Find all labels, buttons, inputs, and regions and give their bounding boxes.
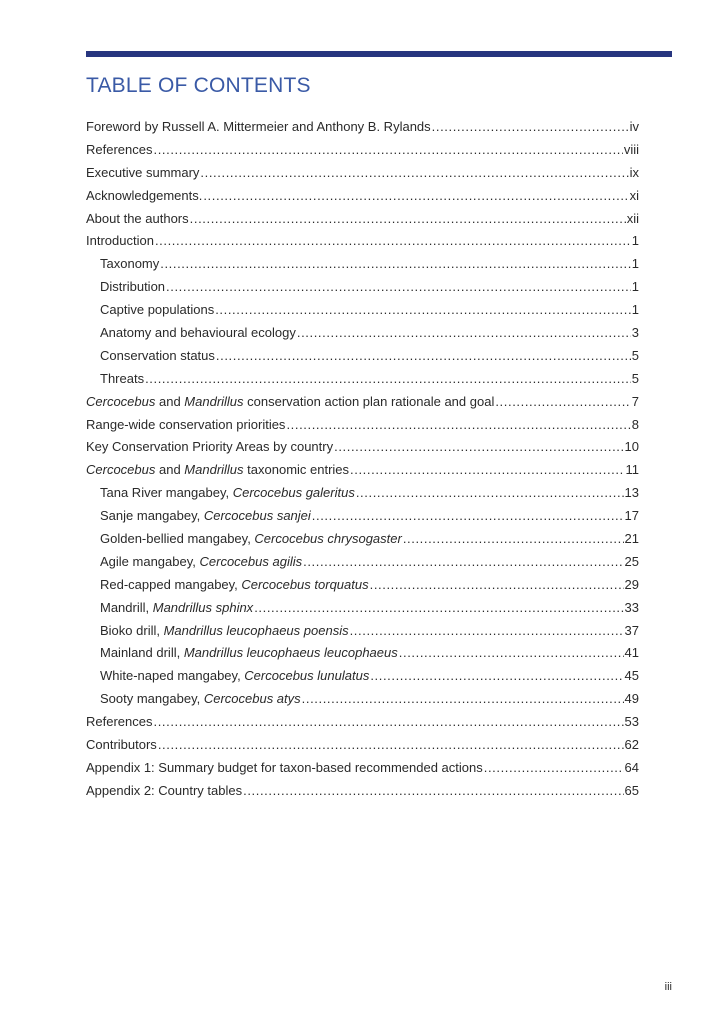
toc-page-number: xii bbox=[626, 210, 639, 226]
toc-entry[interactable] bbox=[86, 299, 639, 322]
toc-page-number: 45 bbox=[624, 668, 639, 684]
table-of-contents bbox=[86, 116, 639, 803]
toc-page-number: 11 bbox=[625, 462, 639, 478]
toc-entry-title bbox=[100, 482, 355, 505]
toc-page-number: 13 bbox=[624, 485, 639, 501]
toc-dot-leader bbox=[403, 528, 624, 551]
toc-entry-italic-text: Cercocebus agilis bbox=[199, 553, 303, 569]
toc-entry-title bbox=[86, 414, 285, 437]
toc-entry-text: Sanje mangabey, bbox=[100, 508, 204, 524]
toc-entry-title bbox=[100, 665, 369, 688]
toc-page-number: iv bbox=[629, 119, 639, 134]
toc-entry-text: Captive populations bbox=[100, 302, 215, 318]
toc-entry[interactable] bbox=[86, 345, 639, 368]
toc-entry[interactable] bbox=[86, 688, 639, 711]
toc-entry-text: Distribution bbox=[100, 279, 166, 295]
toc-entry-title bbox=[86, 734, 157, 757]
toc-entry-title bbox=[86, 780, 242, 803]
toc-entry-title bbox=[86, 711, 152, 734]
toc-entry-text: White-naped mangabey, bbox=[100, 668, 245, 684]
toc-entry-text: taxonomic entries bbox=[243, 462, 350, 478]
toc-entry[interactable] bbox=[86, 620, 639, 643]
toc-entry-title bbox=[86, 116, 431, 139]
toc-page-number: 33 bbox=[624, 599, 639, 615]
toc-entry-title bbox=[100, 597, 253, 620]
toc-entry[interactable] bbox=[86, 162, 639, 185]
toc-page-number: 25 bbox=[624, 553, 639, 569]
toc-entry-text: Key Conservation Priority Areas by country bbox=[86, 439, 334, 455]
toc-entry[interactable] bbox=[86, 185, 639, 208]
toc-page-number: 64 bbox=[624, 759, 639, 775]
toc-dot-leader bbox=[297, 322, 631, 345]
toc-dot-leader bbox=[334, 436, 623, 459]
toc-entry-italic-text: Cercocebus torquatus bbox=[241, 576, 369, 592]
toc-page-number: 1 bbox=[631, 233, 639, 249]
toc-page-number: 62 bbox=[624, 737, 639, 753]
toc-dot-leader bbox=[155, 230, 631, 253]
toc-dot-leader bbox=[350, 620, 624, 643]
toc-entry-title bbox=[86, 459, 349, 482]
toc-entry-title bbox=[86, 208, 189, 231]
toc-entry-title bbox=[100, 620, 349, 643]
toc-dot-leader bbox=[216, 345, 631, 368]
toc-entry-title bbox=[100, 299, 214, 322]
toc-entry[interactable] bbox=[86, 528, 639, 551]
toc-entry-title bbox=[86, 436, 333, 459]
toc-entry-title bbox=[100, 322, 296, 345]
toc-entry-text: Foreword by Russell A. Mittermeier and Anthony B. Rylands bbox=[86, 119, 431, 134]
header-rule bbox=[86, 51, 672, 57]
toc-entry-title bbox=[86, 185, 202, 208]
toc-page-number: 1 bbox=[631, 279, 639, 295]
toc-entry[interactable] bbox=[86, 139, 639, 162]
toc-entry-italic-text: Mandrillus leucophaeus poensis bbox=[163, 622, 349, 638]
toc-page-number: 29 bbox=[624, 576, 639, 592]
toc-dot-leader bbox=[356, 482, 624, 505]
toc-page-number: 49 bbox=[624, 691, 639, 707]
toc-page-number: 1 bbox=[631, 302, 639, 318]
toc-entry-title bbox=[86, 230, 154, 253]
toc-dot-leader bbox=[302, 688, 624, 711]
toc-entry-text: Tana River mangabey, bbox=[100, 485, 233, 501]
toc-entry-italic-text: Cercocebus galeritus bbox=[232, 485, 355, 501]
toc-entry-text: About the authors bbox=[86, 210, 189, 226]
toc-page-number: 7 bbox=[631, 393, 639, 409]
toc-entry[interactable] bbox=[86, 414, 639, 437]
toc-entry-text: Conservation status bbox=[100, 347, 215, 363]
toc-entry-text: Contributors bbox=[86, 737, 157, 753]
toc-entry-text: References bbox=[86, 141, 153, 157]
toc-entry-italic-text: Cercocebus sanjei bbox=[203, 508, 311, 524]
toc-dot-leader bbox=[215, 299, 631, 322]
toc-dot-leader bbox=[145, 368, 631, 391]
toc-entry-title bbox=[86, 162, 199, 185]
toc-page-number: 5 bbox=[631, 370, 639, 386]
toc-entry-text: Agile mangabey, bbox=[100, 553, 200, 569]
toc-entry-title bbox=[100, 505, 311, 528]
toc-dot-leader bbox=[200, 162, 628, 185]
toc-entry[interactable] bbox=[86, 780, 639, 803]
toc-dot-leader bbox=[254, 597, 623, 620]
toc-dot-leader bbox=[303, 551, 623, 574]
toc-entry[interactable] bbox=[86, 208, 639, 231]
toc-page-number: 41 bbox=[624, 645, 639, 661]
toc-dot-leader bbox=[160, 253, 631, 276]
toc-dot-leader bbox=[370, 574, 624, 597]
toc-dot-leader bbox=[312, 505, 624, 528]
toc-entry[interactable] bbox=[86, 436, 639, 459]
toc-entry-text: Appendix 2: Country tables bbox=[86, 782, 243, 798]
toc-page-number: 53 bbox=[624, 714, 639, 730]
toc-entry-title bbox=[100, 688, 301, 711]
toc-entry-text: Acknowledgements. bbox=[86, 187, 203, 203]
toc-dot-leader bbox=[166, 276, 631, 299]
toc-dot-leader bbox=[350, 459, 624, 482]
toc-entry-italic-text: Mandrillus leucophaeus leucophaeus bbox=[183, 645, 398, 661]
toc-entry[interactable] bbox=[86, 482, 639, 505]
toc-entry[interactable] bbox=[86, 757, 639, 780]
toc-entry-text: Anatomy and behavioural ecology bbox=[100, 325, 296, 341]
toc-page-number: 37 bbox=[624, 622, 639, 638]
page-title: TABLE OF CONTENTS bbox=[86, 74, 311, 97]
toc-entry-title bbox=[86, 391, 494, 414]
toc-entry[interactable] bbox=[86, 230, 639, 253]
toc-entry[interactable] bbox=[86, 505, 639, 528]
toc-entry-title bbox=[86, 757, 483, 780]
toc-entry-italic-text: Cercocebus bbox=[86, 393, 156, 409]
toc-entry[interactable] bbox=[86, 711, 639, 734]
toc-page-number: 3 bbox=[631, 325, 639, 341]
toc-entry-title bbox=[100, 642, 398, 665]
toc-dot-leader bbox=[370, 665, 623, 688]
toc-dot-leader bbox=[153, 711, 623, 734]
toc-entry-text: Bioko drill, bbox=[100, 622, 164, 638]
toc-entry-text: Mandrill, bbox=[100, 599, 153, 615]
toc-page-number: 1 bbox=[631, 256, 639, 272]
page-number: iii bbox=[664, 981, 672, 993]
toc-page-number: 8 bbox=[631, 416, 639, 432]
toc-entry-title bbox=[100, 551, 302, 574]
toc-dot-leader bbox=[190, 208, 626, 231]
toc-entry[interactable] bbox=[86, 665, 639, 688]
toc-page-number: 17 bbox=[624, 508, 639, 524]
toc-entry-text: and bbox=[155, 462, 185, 478]
toc-entry-text: Taxonomy bbox=[100, 256, 160, 272]
toc-entry-italic-text: Cercocebus atys bbox=[203, 691, 301, 707]
toc-entry[interactable] bbox=[86, 391, 639, 414]
toc-page-number: viii bbox=[623, 141, 639, 157]
toc-entry-italic-text: Cercocebus bbox=[86, 462, 156, 478]
toc-page-number: 10 bbox=[624, 439, 639, 455]
toc-entry-title bbox=[100, 574, 369, 597]
toc-entry-text: Threats bbox=[100, 370, 145, 386]
toc-entry-italic-text: Cercocebus lunulatus bbox=[244, 668, 370, 684]
toc-dot-leader bbox=[399, 642, 624, 665]
toc-entry[interactable] bbox=[86, 734, 639, 757]
toc-dot-leader bbox=[153, 139, 622, 162]
toc-entry-text: References bbox=[86, 714, 153, 730]
toc-page-number: xi bbox=[629, 187, 639, 203]
toc-dot-leader bbox=[484, 757, 624, 780]
toc-entry[interactable] bbox=[86, 459, 639, 482]
toc-entry-italic-text: Mandrillus bbox=[184, 462, 244, 478]
toc-entry[interactable] bbox=[86, 551, 639, 574]
toc-entry-text: Executive summary bbox=[86, 164, 200, 180]
toc-entry-text: conservation action plan rationale and goal bbox=[243, 393, 495, 409]
toc-dot-leader bbox=[158, 734, 624, 757]
toc-entry-italic-text: Cercocebus chrysogaster bbox=[254, 531, 402, 547]
toc-entry[interactable] bbox=[86, 574, 639, 597]
toc-entry-title bbox=[86, 139, 152, 162]
toc-dot-leader bbox=[432, 116, 629, 139]
toc-entry-text: Mainland drill, bbox=[100, 645, 184, 661]
toc-dot-leader bbox=[203, 185, 628, 208]
toc-entry-text: Red-capped mangabey, bbox=[100, 576, 242, 592]
toc-entry-title bbox=[100, 253, 159, 276]
toc-dot-leader bbox=[243, 780, 623, 803]
toc-entry-title bbox=[100, 368, 144, 391]
toc-page-number: 65 bbox=[624, 782, 639, 798]
toc-dot-leader bbox=[495, 391, 630, 414]
toc-page-number: 21 bbox=[624, 531, 639, 547]
toc-dot-leader bbox=[286, 414, 630, 437]
toc-entry-text: Sooty mangabey, bbox=[100, 691, 204, 707]
toc-entry-text: Appendix 1: Summary budget for taxon-based recommended actions bbox=[86, 759, 483, 775]
toc-entry-text: Range-wide conservation priorities bbox=[86, 416, 286, 432]
toc-entry-title bbox=[100, 345, 215, 368]
toc-page-number: ix bbox=[629, 164, 639, 180]
toc-entry-italic-text: Mandrillus sphinx bbox=[152, 599, 254, 615]
toc-entry[interactable] bbox=[86, 597, 639, 620]
toc-entry[interactable] bbox=[86, 276, 639, 299]
toc-entry[interactable] bbox=[86, 253, 639, 276]
toc-entry[interactable] bbox=[86, 116, 639, 139]
toc-entry[interactable] bbox=[86, 368, 639, 391]
toc-entry[interactable] bbox=[86, 642, 639, 665]
toc-entry-title bbox=[100, 528, 402, 551]
toc-entry-text: and bbox=[155, 393, 185, 409]
toc-entry-text: Introduction bbox=[86, 233, 154, 249]
toc-entry-text: Golden-bellied mangabey, bbox=[100, 531, 255, 547]
toc-entry[interactable] bbox=[86, 322, 639, 345]
toc-page-number: 5 bbox=[631, 347, 639, 363]
toc-entry-title bbox=[100, 276, 165, 299]
toc-entry-italic-text: Mandrillus bbox=[184, 393, 244, 409]
